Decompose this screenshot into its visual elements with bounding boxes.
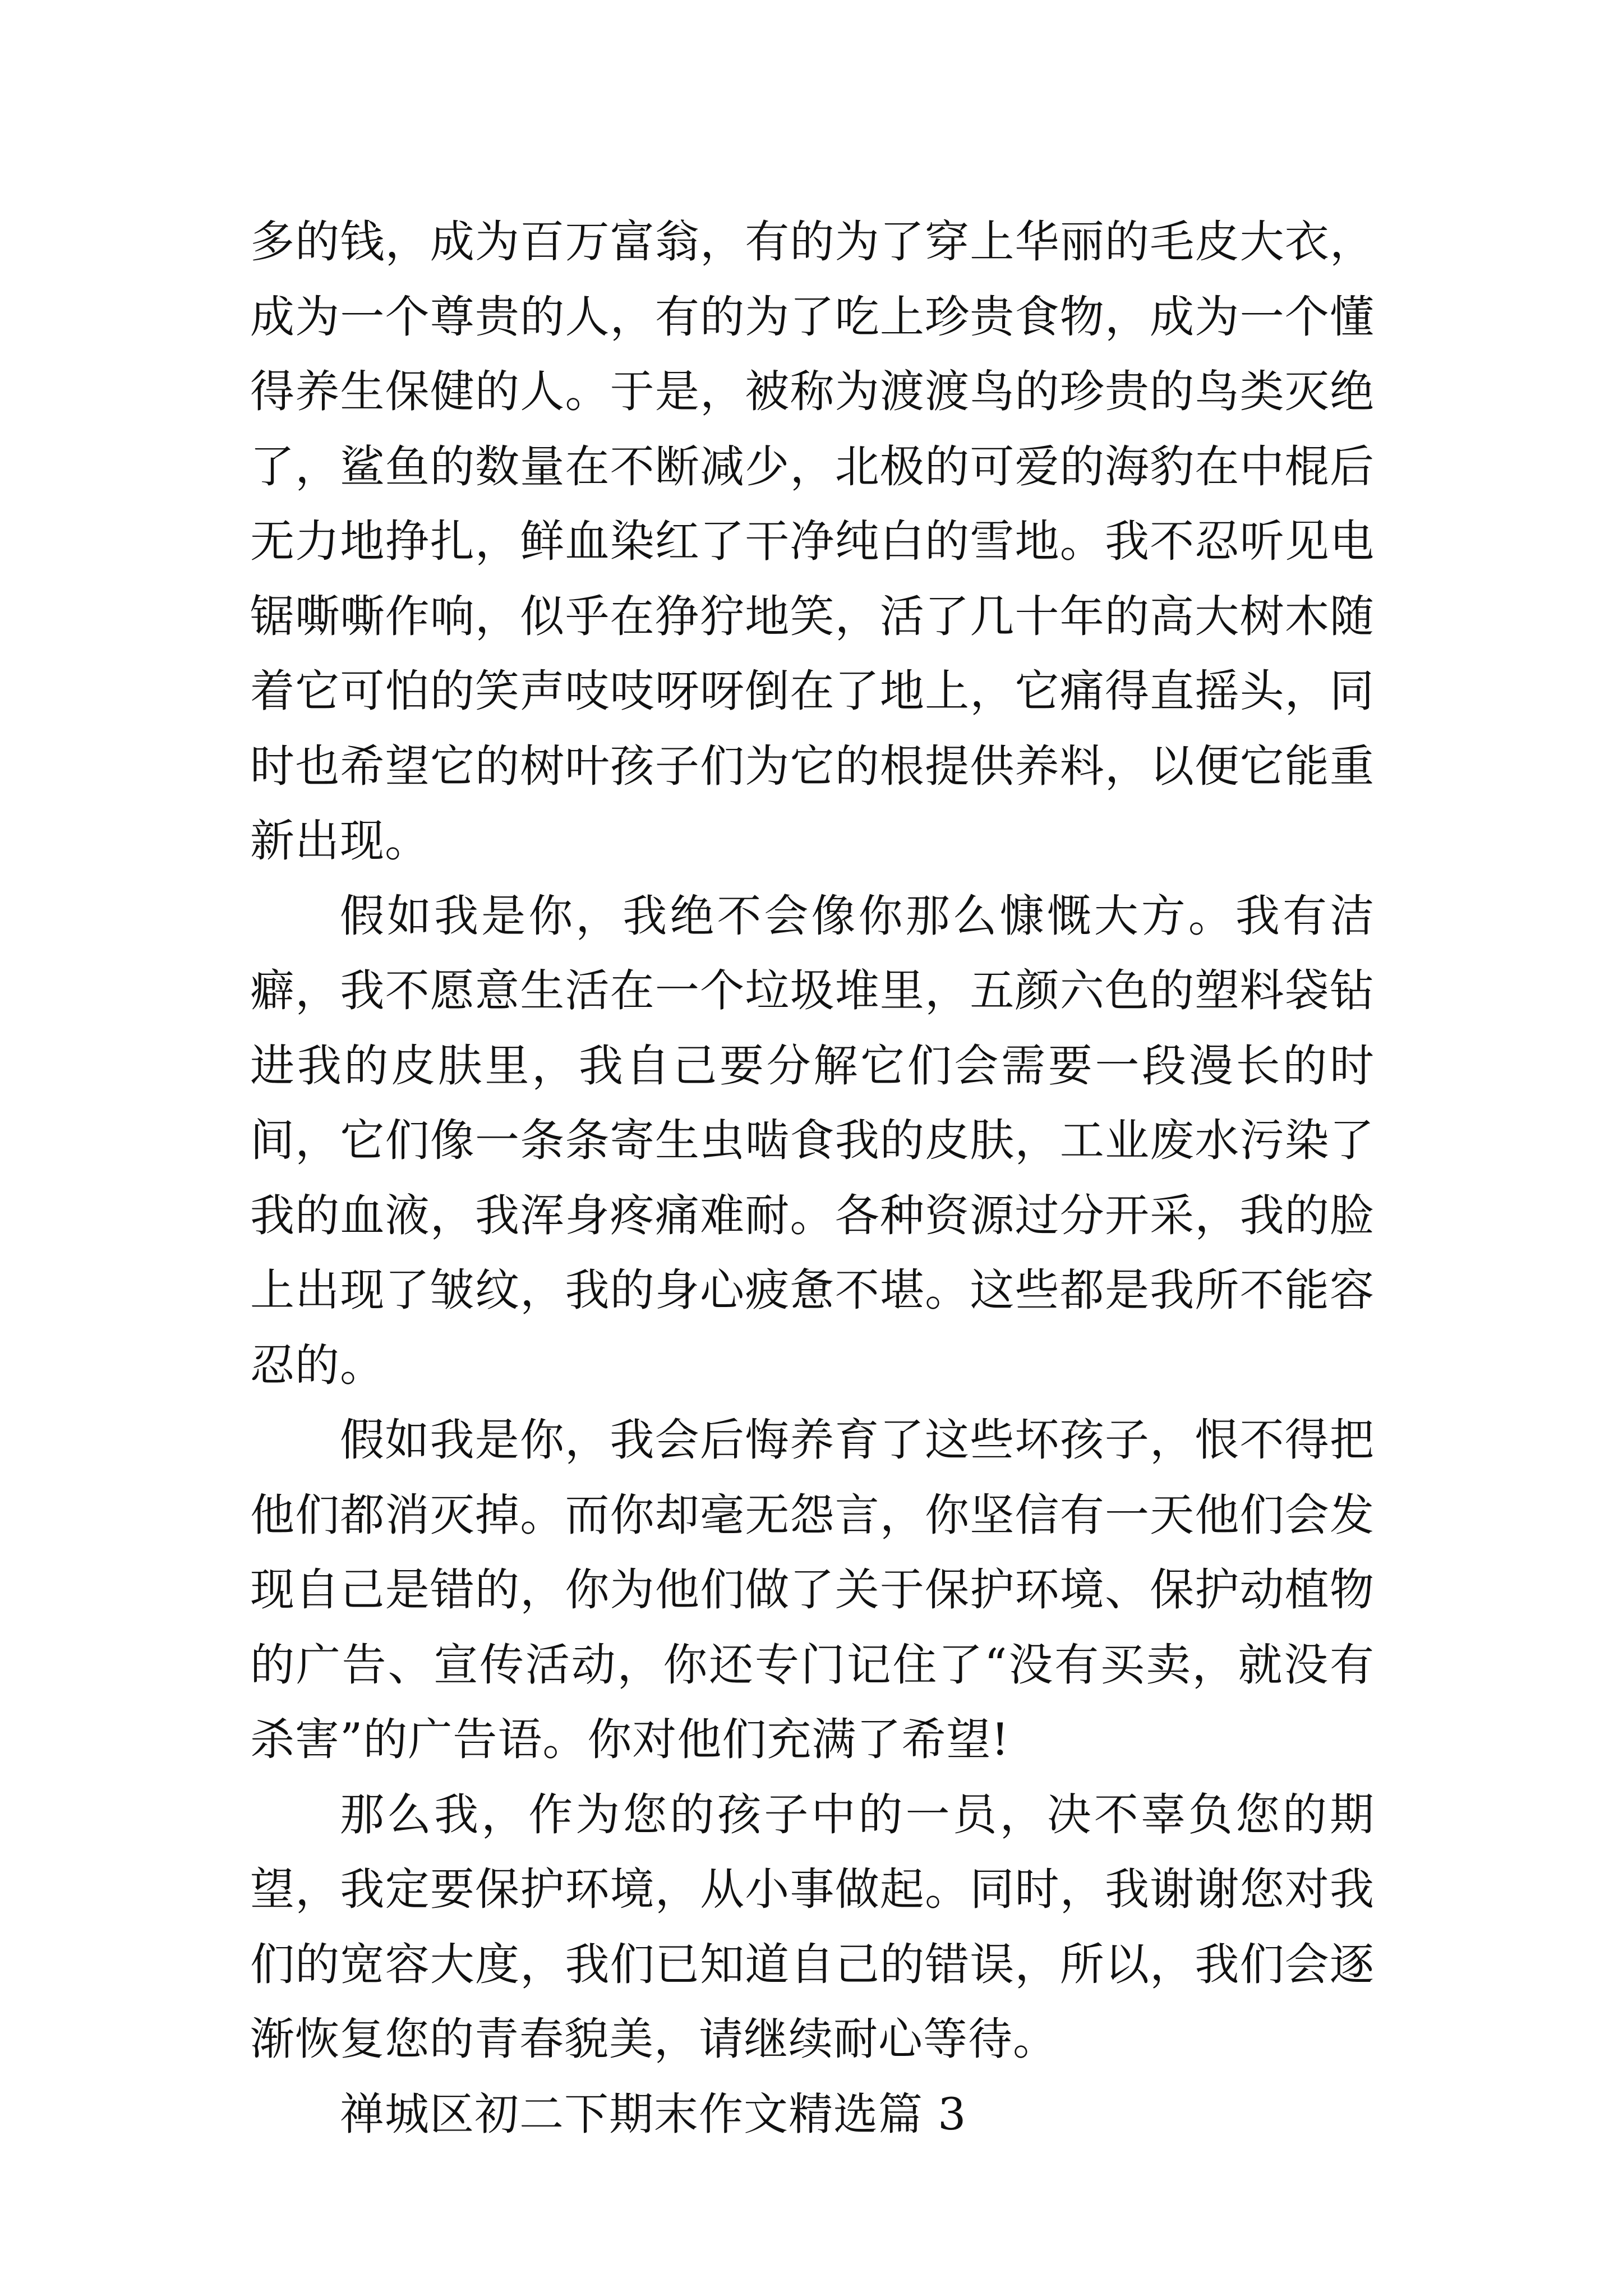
document-body bbox=[250, 205, 1375, 2152]
paragraph: 假如我是你，我绝不会像你那么慷慨大方。我有洁癖，我不愿意生活在一个垃圾堆里，五颜六色的塑料袋钻进我的皮肤里，我自己要分解它们会需要一段漫长的时间，它们像一条条寄生虫啮食我的皮肤，工业废水污染了我的血液，我浑身疼痛难耐。各种资源过分开采，我的脸上出现了皱纹，我的身心疲惫不堪。这些都是我所不能容忍的。 bbox=[250, 890, 1375, 1391]
section-heading: 禅城区初二下期末作文精选篇 3 bbox=[340, 2088, 967, 2140]
paragraph: 那么我，作为您的孩子中的一员，决不辜负您的期望，我定要保护环境，从小事做起。同时，我谢谢您对我们的宽容大度，我们已知道自己的错误，所以，我们会逐渐恢复您的青春貌美，请继续耐心等待。 bbox=[250, 1788, 1375, 2065]
paragraph-continued: 多的钱，成为百万富翁，有的为了穿上华丽的毛皮大衣，成为一个尊贵的人，有的为了吃上珍贵食物，成为一个懂得养生保健的人。于是，被称为渡渡鸟的珍贵的鸟类灭绝了，鲨鱼的数量在不断减少，北极的可爱的海豹在中棍后无力地挣扎，鲜血染红了干净纯白的雪地。我不忍听见电锯嘶嘶作响，似乎在狰狞地笑，活了几十年的高大树木随着它可怕的笑声吱吱呀呀倒在了地上，它痛得直摇头，同时也希望它的树叶孩子们为它的根提供养料，以便它能重新出现。 bbox=[250, 216, 1375, 867]
paragraph: 假如我是你，我会后悔养育了这些坏孩子，恨不得把他们都消灭掉。而你却毫无怨言，你坚信有一天他们会发现自己是错的，你为他们做了关于保护环境、保护动植物的广告、宣传活动，你还专门记住了“没有买卖，就没有杀害”的广告语。你对他们充满了希望! bbox=[250, 1414, 1375, 1765]
